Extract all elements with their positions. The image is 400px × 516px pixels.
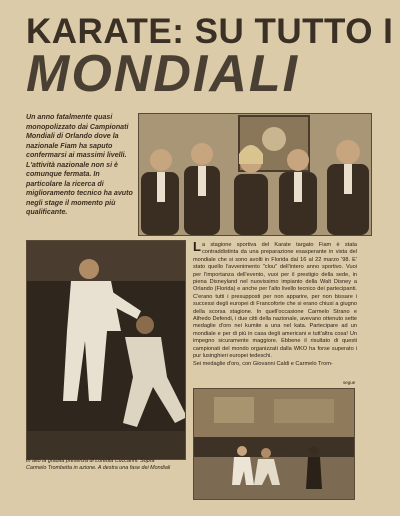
arena-illustration (194, 389, 354, 499)
arena-photo (193, 388, 355, 500)
intro-paragraph: Un anno fatalmente quasi monopolizzato dai Campionati Mondiali di Orlando dove la nazionale Fiam ha saputo confermarsi ai massimi livelli. L'attività nazionale non si è comunque fermata. In particolare la ricerca di miglioramento tecnico ha avuto negli stage il momento più qualificante. (26, 113, 133, 216)
photo-caption: In alto la gradita presenza di Loredia Cuccarini. Sopra Carmelo Trombetta in azione. A destra una fase dei Mondiali (26, 458, 171, 471)
group-photo (138, 113, 372, 236)
article-body-text: a stagione sportiva del Karate targato Fiam è stata contraddistinta da una preparazione esasperante in vista del mondiale che si sono avolti in Florida dal 16 al 22 marzo '98. E' stato quello l'avvenimento "clou" dell'intero anno sportivo. Vuoi per l'importanza dell'evento, vuoi per il prestigio della sede, in piena Disneyland nel nuovissimo impianto della Walt Disney a Orlando (Florida) e anche per l'alto livello tecnico dei partecipanti. C'erano tutti i presupposti per non apparire, per non bissare i successi degli europei di Francoforte che si erano chiusi a giugno della scorsa stagione. In quell'occasione Carmelo Strano e Alfredo Defendi, i due citti della nazionale, avevano ottenuto sette medaglie d'oro nei kumite a una nel kata. Partecipare ad un mondiale e per di più in casa degli americani e tutt'altra cosa! Un impegno sicuramente maggiore. Ebbene il risultato di questi campionati del mondo organizzati dalla WKO ha forse superato i pur lusinghieri europei tedeschi. (193, 242, 357, 360)
article-body (193, 239, 357, 368)
headline-line-2: MONDIALI (26, 45, 300, 103)
karate-action-illustration (27, 241, 185, 459)
group-photo-illustration (139, 114, 371, 235)
segue-label: segue (343, 380, 356, 385)
drop-cap: L (193, 239, 201, 254)
karate-action-photo (26, 240, 186, 460)
article-last-line: Sei medaglie d'oro, con Giovanni Caldi e Carmelo Trom- (193, 360, 333, 367)
headline-line-1: KARATE: SU TUTTO I (26, 12, 394, 51)
